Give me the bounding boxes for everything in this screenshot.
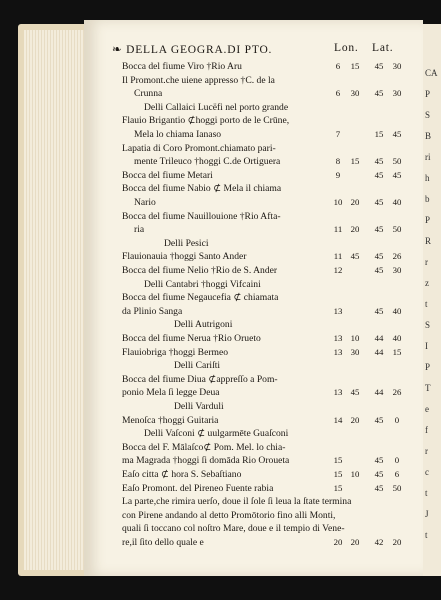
lon-degrees: 6	[335, 61, 341, 71]
line-text: Delli Varduli	[174, 401, 224, 412]
fragment-text: R	[425, 236, 432, 246]
text-line	[122, 60, 422, 73]
text-line	[122, 454, 422, 467]
lon-degrees: 7	[335, 129, 341, 139]
lat-minutes: 45	[392, 129, 402, 139]
lon-degrees: 10	[333, 197, 343, 207]
lat-minutes: 15	[392, 346, 402, 357]
text-line	[122, 318, 422, 331]
lon-minutes: 15	[350, 156, 360, 167]
fragment-text: b	[425, 194, 430, 204]
line-text: ponio Mela ſi legge Deua	[122, 387, 220, 399]
lon-minutes: 20	[350, 224, 360, 235]
line-text: quali ſi toccano col noſtro Mare, doue e il tempio di Vene-	[122, 523, 345, 535]
lat-minutes: 40	[392, 197, 402, 207]
fragment-text: z	[425, 278, 429, 288]
text-line	[122, 495, 422, 508]
lon-degrees: 20	[333, 537, 343, 547]
lat-degrees: 45	[374, 169, 384, 180]
lat-minutes: 50	[392, 156, 402, 167]
line-text: Flauio Brigantio ⊄hoggi porto de le Crūne,	[122, 115, 290, 127]
fragment-text: t	[425, 530, 428, 540]
line-text: da Plinio Sanga	[122, 305, 183, 317]
lat-minutes: 0	[394, 455, 400, 466]
lat-minutes: 45	[392, 169, 402, 180]
text-line	[122, 182, 422, 195]
text-line	[122, 359, 422, 372]
text-line	[122, 87, 422, 100]
lat-degrees: 44	[374, 346, 384, 357]
text-line	[122, 278, 422, 291]
text-line	[122, 386, 422, 399]
lat-degrees: 45	[374, 251, 384, 262]
line-text: Bocca del fiume Nauillouione †Rio Afta-	[122, 210, 281, 222]
fragment-text: P	[425, 215, 431, 225]
lat-minutes: 20	[392, 537, 402, 547]
line-text: Bocca del fiume Negaucefia ⊄ chiamata	[122, 292, 279, 304]
lon-degrees: 15	[333, 482, 343, 493]
text-line	[122, 142, 422, 155]
line-text: Bocca del fiume Nerua †Rio Orueto	[122, 333, 261, 344]
lat-minutes: 0	[394, 414, 400, 425]
lon-degrees: 13	[333, 333, 343, 343]
fragment-text: r	[425, 446, 428, 456]
lat-minutes: 40	[392, 333, 402, 343]
text-line	[122, 441, 422, 454]
text-line	[122, 427, 422, 440]
fragment-text: CA	[425, 68, 438, 78]
text-line	[122, 210, 422, 223]
fragment-text: T	[425, 383, 431, 393]
text-line	[122, 114, 422, 127]
line-text: Mela lo chiama Ianaso	[134, 129, 222, 140]
text-line	[122, 305, 422, 318]
lat-degrees: 45	[374, 469, 384, 479]
lat-minutes: 30	[392, 61, 402, 71]
line-text: Il Promont.che uiene appresso †C. de la	[122, 74, 275, 86]
lon-minutes: 20	[350, 414, 360, 425]
text-line	[122, 196, 422, 209]
lat-minutes: 6	[394, 469, 400, 479]
lon-degrees: 13	[333, 305, 343, 316]
line-text: Lapatia di Coro Promont.chiamato pari-	[122, 142, 276, 154]
fragment-text: J	[425, 509, 429, 519]
lon-degrees: 12	[333, 265, 343, 275]
lat-degrees: 45	[374, 197, 384, 207]
line-text: Bocca del fiume Metari	[122, 169, 213, 181]
text-line	[122, 522, 422, 535]
text-line	[122, 509, 422, 522]
text-line	[122, 482, 422, 495]
text-line	[122, 101, 422, 114]
line-text: Delli Autrigoni	[174, 319, 233, 331]
fragment-text: c	[425, 467, 429, 477]
line-text: ma Magrada †hoggi ſi domāda Rio Oroueta	[122, 455, 290, 467]
lat-degrees: 45	[374, 156, 384, 167]
fragment-text: ri	[425, 152, 431, 162]
page-edges	[24, 30, 86, 570]
line-text: Delli Cantabri †hoggi Vifcaini	[144, 278, 261, 290]
fragment-text: I	[425, 341, 428, 351]
text-line	[122, 264, 422, 277]
lat-degrees: 45	[374, 224, 384, 235]
lon-degrees: 11	[333, 251, 343, 262]
line-text: mente Trileuco †hoggi C.de Ortiguera	[134, 156, 281, 168]
line-text: Bocca del fiume Nelio †Rio de S. Ander	[122, 265, 278, 276]
lon-minutes: 30	[350, 346, 360, 357]
fragment-text: h	[425, 173, 430, 183]
lat-degrees: 44	[374, 387, 384, 398]
text-line	[122, 250, 422, 263]
text-line	[122, 468, 422, 481]
longitude-heading: Lon.	[334, 42, 359, 54]
line-text: re,il ſito dello quale e	[122, 537, 204, 548]
lon-degrees: 9	[335, 169, 341, 180]
fragment-text: S	[425, 110, 431, 120]
line-text: Bocca del fiume Nabio ⊄ Mela il chiama	[122, 183, 282, 195]
fragment-text: e	[425, 404, 429, 414]
fragment-text: t	[425, 299, 428, 309]
line-text: Bocca del fiume Viro †Rio Aru	[122, 61, 242, 72]
lon-minutes: 45	[350, 251, 360, 262]
lat-degrees: 45	[374, 414, 384, 425]
line-text: Bocca del F. Mālaſco⊄ Pom. Mel. lo chia-	[122, 441, 286, 453]
lat-degrees: 45	[374, 265, 384, 275]
text-line	[122, 373, 422, 386]
fragment-text: B	[425, 131, 432, 141]
lat-minutes: 40	[392, 305, 402, 316]
line-text: ria	[134, 224, 145, 236]
lon-degrees: 8	[335, 156, 341, 167]
lon-minutes: 15	[350, 61, 360, 71]
lon-degrees: 13	[333, 387, 343, 398]
lat-minutes: 50	[392, 224, 402, 235]
text-line	[122, 400, 422, 413]
lat-minutes: 30	[392, 265, 402, 275]
lat-minutes: 50	[392, 482, 402, 493]
lat-degrees: 15	[374, 129, 384, 139]
line-text: Crunna	[134, 88, 163, 100]
lon-degrees: 15	[333, 455, 343, 466]
fragment-text: r	[425, 257, 428, 267]
text-line	[122, 74, 422, 87]
line-text: Menoſca †hoggi Guitaria	[122, 414, 219, 426]
line-text: Delli Cariſti	[174, 360, 221, 372]
lon-degrees: 13	[333, 346, 343, 357]
lat-degrees: 42	[374, 537, 384, 547]
lon-minutes: 45	[350, 387, 360, 398]
line-text: Delli Pesici	[164, 237, 209, 249]
fragment-text: P	[425, 362, 431, 372]
running-head: ❧ DELLA GEOGRA.DI PTO.	[112, 44, 273, 56]
text-line	[122, 155, 422, 168]
text-line	[122, 414, 422, 427]
lat-minutes: 26	[392, 387, 402, 398]
line-text: Nario	[134, 197, 156, 208]
lon-degrees: 15	[333, 469, 343, 479]
text-line	[122, 128, 422, 141]
facing-page-fragment	[423, 24, 441, 576]
fragment-text: f	[425, 425, 428, 435]
lat-degrees: 45	[374, 455, 384, 466]
text-line	[122, 332, 422, 345]
lon-minutes: 20	[350, 537, 360, 547]
fragment-text: S	[425, 320, 431, 330]
line-text: Flauiobriga †hoggi Bermeo	[122, 346, 229, 358]
lon-minutes: 30	[350, 88, 360, 99]
lon-minutes: 20	[350, 197, 360, 207]
lon-degrees: 14	[333, 414, 343, 425]
text-line	[122, 291, 422, 304]
text-line	[122, 169, 422, 182]
line-text: La parte,che rimira uerſo, doue il ſole ſi leua la ſtate termina	[122, 496, 352, 508]
line-text: Flauionauia †hoggi Santo Ander	[122, 251, 247, 263]
lat-minutes: 26	[392, 251, 402, 262]
line-text: Eaſo citta ⊄ hora S. Sebaſtiano	[122, 469, 242, 480]
line-text: Delli Vaſconi ⊄ uulgarmēte Guaſconi	[144, 428, 289, 440]
lat-degrees: 45	[374, 61, 384, 71]
text-line	[122, 223, 422, 236]
line-text: Delli Callaici Lucëfi nel porto grande	[144, 101, 289, 113]
lon-minutes: 10	[350, 333, 360, 343]
lat-minutes: 30	[392, 88, 402, 99]
line-text: Bocca del fiume Diua ⊄appreſſo a Pom-	[122, 373, 278, 385]
text-line	[122, 536, 422, 549]
fragment-text: t	[425, 488, 428, 498]
lat-degrees: 45	[374, 482, 384, 493]
lat-degrees: 44	[374, 333, 384, 343]
text-line	[122, 346, 422, 359]
lon-degrees: 6	[335, 88, 341, 99]
line-text: Eaſo Promont. del Pireneo Fuente rabia	[122, 482, 274, 494]
text-line	[122, 237, 422, 250]
lon-minutes: 10	[350, 469, 360, 479]
lat-degrees: 45	[374, 305, 384, 316]
lon-degrees: 11	[333, 224, 343, 235]
latitude-heading: Lat.	[372, 42, 394, 54]
fragment-text: P	[425, 89, 431, 99]
line-text: con Pirene andando al detto Promōtorio fino alli Monti,	[122, 509, 336, 521]
lat-degrees: 45	[374, 88, 384, 99]
